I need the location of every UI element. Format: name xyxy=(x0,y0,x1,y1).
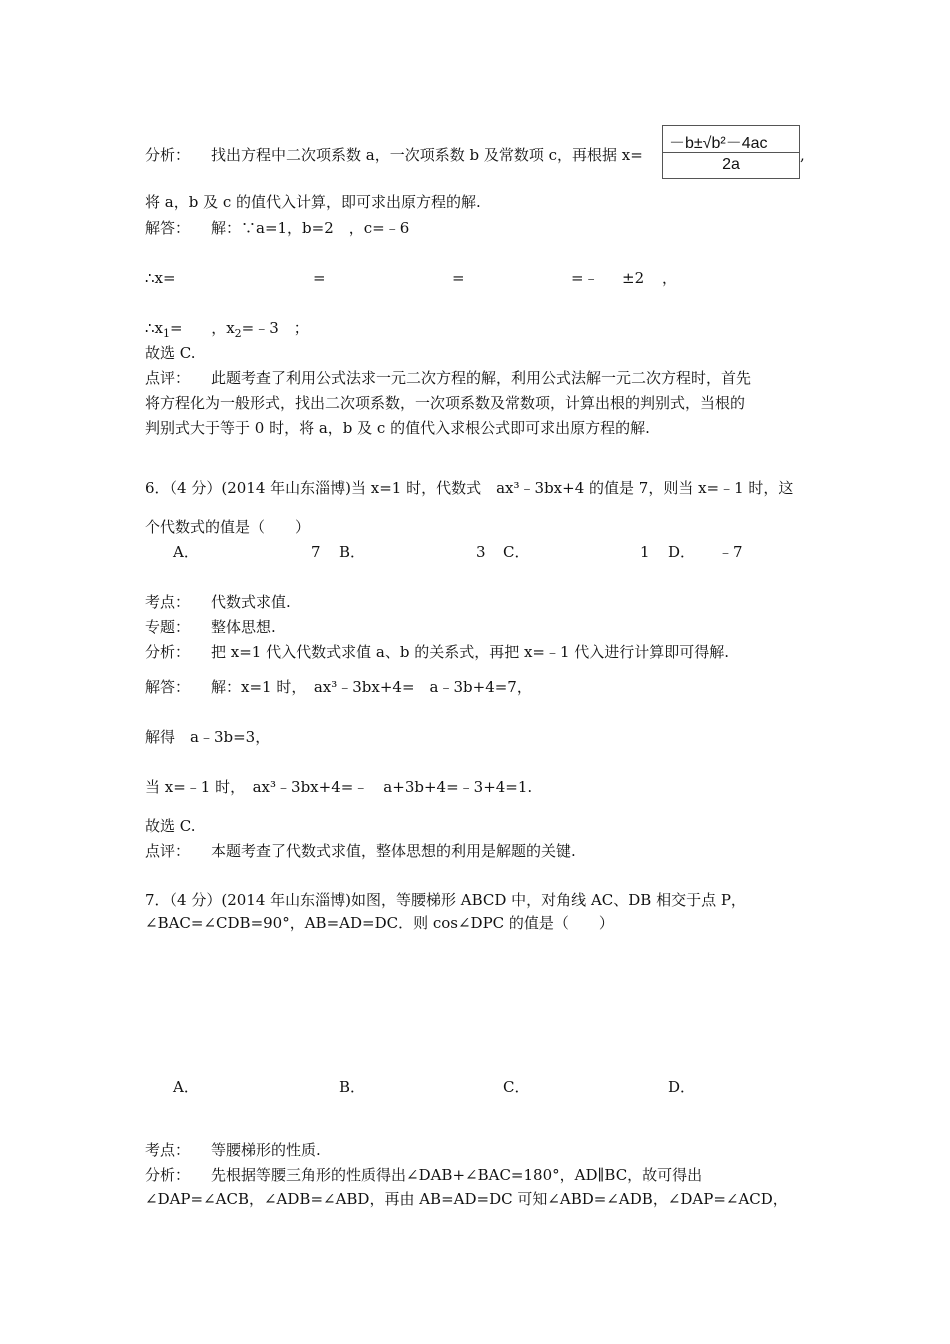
q6-analysis-text: 把 x=1 代入代数式求值 a、b 的关系式，再把 x=﹣1 代入进行计算即可得解. xyxy=(211,643,730,661)
q7-kaodian-text: 等腰梯形的性质. xyxy=(211,1141,321,1159)
q5-eq3: =﹣ xyxy=(571,269,599,287)
q7-stem-line2: ∠BAC=∠CDB=90°，AB=AD=DC．则 cos∠DPC 的值是（ ） xyxy=(145,914,614,932)
q5-analysis-label: 分析： xyxy=(145,146,191,164)
q7-option-b-label: B． xyxy=(339,1078,366,1096)
q5-answer-text: 解：∵a=1，b=2 ，c=﹣6 xyxy=(211,219,410,237)
formula-numerator: －b±√b²－4ac xyxy=(669,135,768,152)
q5-answer-label: 解答： xyxy=(145,219,191,237)
q6-when-line: 当 x=﹣1 时， ax³﹣3bx+4=﹣ a+3b+4=﹣3+4=1. xyxy=(145,778,533,796)
q6-answer-label: 解答： xyxy=(145,678,191,696)
q6-option-c-value: 1 xyxy=(640,543,650,561)
quadratic-formula-image xyxy=(662,125,800,179)
q7-option-d-label: D． xyxy=(668,1078,696,1096)
q5-analysis-tail: , xyxy=(800,146,805,164)
q5-comma: ， xyxy=(662,269,678,287)
q6-option-d-label: D． xyxy=(668,543,696,561)
q6-kaodian-text: 代数式求值. xyxy=(211,593,291,611)
q5-analysis-line2: 将 a，b 及 c 的值代入计算，即可求出原方程的解. xyxy=(145,193,481,211)
x2-eq: =﹣3 ； xyxy=(241,319,309,337)
q7-kaodian-label: 考点： xyxy=(145,1141,191,1159)
q6-answer-text: 解：x=1 时， ax³﹣3bx+4= a﹣3b+4=7， xyxy=(211,678,532,696)
x1-eq: = xyxy=(170,319,183,337)
q5-comment-line3: 判别式大于等于 0 时，将 a，b 及 c 的值代入求根公式即可求出原方程的解. xyxy=(145,419,650,437)
formula-denominator: 2a xyxy=(722,156,740,173)
q6-option-c-label: C． xyxy=(503,543,530,561)
q5-comment-line2: 将方程化为一般形式，找出二次项系数，一次项系数及常数项，计算出根的判别式，当根的 xyxy=(145,394,746,412)
q6-comment-label: 点评： xyxy=(145,842,191,860)
q5-eq2: = xyxy=(452,269,465,287)
q6-zhuanti-text: 整体思想. xyxy=(211,618,276,636)
q5-comment-line1: 此题考查了利用公式法求一元二次方程的解，利用公式法解一元二次方程时，首先 xyxy=(211,369,752,387)
formula-fraction-bar xyxy=(663,152,799,153)
q6-analysis-label: 分析： xyxy=(145,643,191,661)
q6-stem-line2: 个代数式的值是（ ） xyxy=(145,518,311,536)
q7-analysis-line1: 先根据等腰三角形的性质得出∠DAB+∠BAC=180°，AD∥BC，故可得出 xyxy=(211,1166,703,1184)
q5-roots-line xyxy=(145,318,309,344)
x1-sub: 1 xyxy=(163,327,171,340)
q7-analysis-label: 分析： xyxy=(145,1166,191,1184)
q6-option-a-value: 7 xyxy=(311,543,321,561)
q5-comment-label: 点评： xyxy=(145,369,191,387)
q6-choose: 故选 C. xyxy=(145,817,196,835)
q5-therefore-x: ∴x= xyxy=(145,269,176,287)
q5-eq1: = xyxy=(313,269,326,287)
q6-option-a-label: A． xyxy=(173,543,199,561)
q5-pm2: ±2 xyxy=(622,269,645,287)
q7-option-a-label: A． xyxy=(173,1078,199,1096)
q7-option-c-label: C． xyxy=(503,1078,530,1096)
q5-analysis-text: 找出方程中二次项系数 a，一次项系数 b 及常数项 c，再根据 x= xyxy=(211,146,643,164)
q7-stem-line1: 7．（4 分）(2014 年山东淄博)如图，等腰梯形 ABCD 中，对角线 AC、DB 相交于点 P， xyxy=(145,891,746,909)
q6-kaodian-label: 考点： xyxy=(145,593,191,611)
q7-analysis-line2: ∠DAP=∠ACB，∠ADB=∠ABD，再由 AB=AD=DC 可知∠ABD=∠ADB，∠DAP=∠ACD， xyxy=(145,1190,788,1208)
q6-option-d-value: ﹣7 xyxy=(718,543,743,561)
q6-comment-text: 本题考查了代数式求值，整体思想的利用是解题的关键. xyxy=(211,842,576,860)
q5-choose: 故选 C. xyxy=(145,344,196,362)
q6-stem-line1: 6．（4 分）(2014 年山东淄博)当 x=1 时，代数式 ax³﹣3bx+4 的值是 7，则当 x=﹣1 时，这 xyxy=(145,479,794,497)
x2-sub: 2 xyxy=(234,327,242,340)
q6-solve-line: 解得 a﹣3b=3， xyxy=(145,728,271,746)
x1-prefix: ∴x xyxy=(145,319,164,337)
q6-option-b-label: B． xyxy=(339,543,366,561)
x2-part: ，x xyxy=(211,319,235,337)
q6-zhuanti-label: 专题： xyxy=(145,618,191,636)
q6-option-b-value: 3 xyxy=(476,543,486,561)
